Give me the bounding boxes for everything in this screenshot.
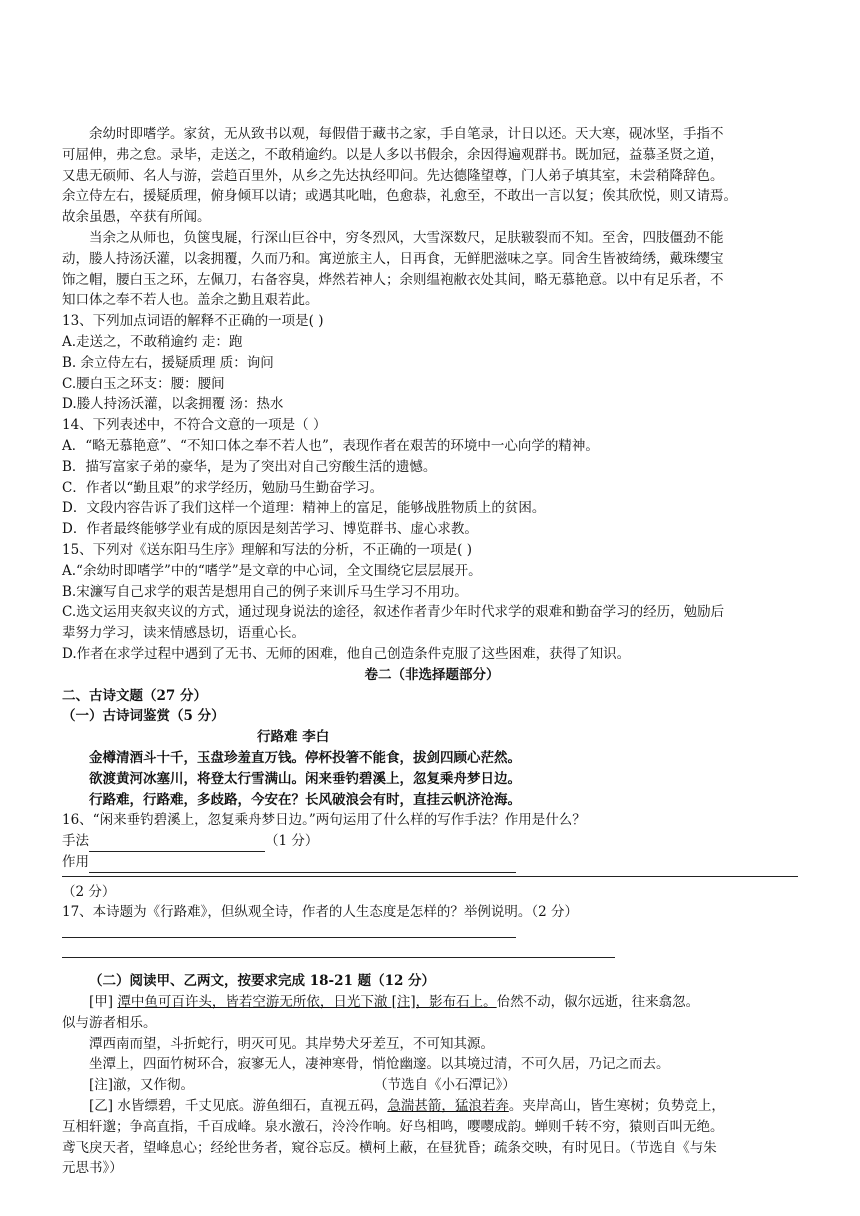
question-15-option-a: A.“余幼时即嗜学”中的“嗜学”是文章的中心词，全文围绕它层层展开。: [62, 562, 482, 579]
volume-2-heading: 卷二（非选择题部分）: [364, 666, 500, 683]
passage-line: 可屈伸，弗之怠。录毕，走送之，不敢稍逾约。以是人多以书假余，余因得遍观群书。既加冠，益慕圣贤之道，: [62, 146, 724, 163]
jia-paragraph-1-cont: 似与游者相乐。: [62, 1014, 157, 1031]
section-2-1-heading: （一）古诗词鉴赏（5 分）: [62, 708, 225, 725]
question-14-option-b: B．描写富家子弟的豪华，是为了突出对自己穷酸生活的遗憾。: [62, 458, 437, 475]
yi-text: [乙] 水皆缥碧，千丈见底。游鱼细石，直视五码，: [89, 1098, 388, 1115]
question-14-option-d2: D．作者最终能够学业有成的原因是刻苦学习、博览群书、虚心求教。: [62, 521, 478, 538]
jia-source: （节选自《小石潭记》）: [374, 1077, 516, 1094]
question-15-option-c-cont: 辈努力学习，读来情感恳切，语重心长。: [62, 625, 305, 642]
passage-line: 知口体之奉不若人也。盖余之勤且艰若此。: [62, 292, 319, 309]
question-16-stem: 16、“闲来垂钓碧溪上，忽复乘舟梦日边。”两句运用了什么样的写作手法？作用是什么？: [62, 812, 586, 829]
question-17-stem: 17、本诗题为《行路难》，但纵观全诗，作者的人生态度是怎样的？举例说明。（2 分）: [62, 904, 579, 921]
section-2-heading: 二、古诗文题（27 分）: [62, 687, 207, 704]
passage-line: 动，媵人持汤沃灌，以衾拥覆，久而乃和。寓逆旅主人，日再食，无鲜肥滋味之享。同舍生皆被绮绣，戴珠缨宝: [62, 250, 724, 267]
method-answer-field[interactable]: [89, 837, 265, 852]
effect-label: 作用: [62, 853, 89, 870]
poem-line: 行路难，行路难，多歧路，今安在？长风破浪会有时，直挂云帆济沧海。: [89, 791, 521, 808]
yi-text: 。夹岸高山，皆生寒树；负势竞上，: [508, 1098, 725, 1115]
section-2-2-heading: （二）阅读甲、乙两文，按要求完成 18-21 题（12 分）: [89, 973, 436, 990]
question-13-stem: 13、下列加点词语的解释不正确的一项是( ): [62, 313, 324, 330]
jia-paragraph-2: 潭西南而望，斗折蛇行，明灭可见。其岸势犬牙差互，不可知其源。: [89, 1035, 494, 1052]
question-15-option-d: D.作者在求学过程中遇到了无书、无师的困难，他自己创造条件克服了这些困难，获得了知识。: [62, 645, 631, 662]
question-13-option-a: A.走送之，不敢稍逾约 走：跑: [62, 333, 243, 350]
jia-label: [甲]: [89, 994, 114, 1011]
exam-page: [62, 124, 802, 1179]
question-15-option-c: C.选文运用夹叙夹议的方式，通过现身说法的途径，叙述作者青少年时代求学的艰难和勤奋学习的经历，勉励后: [62, 604, 725, 621]
effect-score: （2 分）: [62, 883, 116, 900]
passage-line: 余立侍左右，援疑质理，俯身倾耳以请；或遇其叱咄，色愈恭，礼愈至，不敢出一言以复；俟其欣悦，则又请焉。: [62, 188, 737, 205]
poem-line: 金樽清酒斗十千，玉盘珍羞直万钱。停杯投箸不能食，拔剑四顾心茫然。: [89, 749, 521, 766]
question-14-stem: 14、下列表述中，不符合文意的一项是（ ）: [62, 417, 327, 434]
poem-line: 欲渡黄河冰塞川，将登太行雪满山。闲来垂钓碧溪上，忽复乘舟梦日边。: [89, 770, 521, 787]
question-13-option-b: B. 余立侍左右，援疑质理 质：询问: [62, 354, 274, 371]
method-label: 手法: [62, 833, 89, 850]
question-15-stem: 15、下列对《送东阳马生序》理解和写法的分析，不正确的一项是( ): [62, 541, 473, 558]
passage-line: 故余虽愚，卒获有所闻。: [62, 209, 211, 226]
question-14-option-a: A．“略无慕艳意”、“不知口体之奉不若人也”，表现作者在艰苦的环境中一心向学的精神。: [62, 437, 599, 454]
yi-line-4: 元思书》）: [62, 1160, 123, 1177]
yi-line-2: 互相轩邈；争高直指，千百成峰。泉水激石，泠泠作响。好鸟相鸣，嘤嘤成韵。蝉则千转不穷，猿则百叫无绝。: [62, 1118, 724, 1135]
jia-underlined-sentence: 潭中鱼可百许头，皆若空游无所依，日光下澈 [注]，影布石上。: [117, 994, 497, 1011]
answer-line-full[interactable]: [62, 876, 798, 877]
passage-line: 余幼时即嗜学。家贫，无从致书以观，每假借于藏书之家，手自笔录，计日以还。天大寒，砚冰坚，手指不: [89, 126, 724, 142]
method-score: （1 分）: [265, 833, 319, 850]
passage-line: 当余之从师也，负箧曳屣，行深山巨谷中，穷冬烈风，大雪深数尺，足肤皲裂而不知。至舍，四肢僵劲不能: [89, 229, 724, 246]
question-16-method-row: [62, 831, 802, 852]
q17-answer-line-2[interactable]: [62, 957, 615, 958]
question-13-option-d: D.媵人持汤沃灌，以衾拥覆 汤：热水: [62, 396, 284, 413]
yi-line-1: [62, 1096, 802, 1117]
jia-note-row: [62, 1075, 802, 1096]
question-13-option-c: C.腰白玉之环支：腰：腰间: [62, 375, 225, 392]
jia-note: [注]澈，又作彻。: [89, 1077, 195, 1094]
question-14-option-d: D．文段内容告诉了我们这样一个道理：精神上的富足，能够战胜物质上的贫困。: [62, 500, 546, 517]
passage-line: 又患无硕师、名人与游，尝趋百里外，从乡之先达执经叩问。先达德隆望尊，门人弟子填其室，未尝稍降辞色。: [62, 167, 724, 184]
jia-paragraph-1: [62, 992, 802, 1013]
poem-title: 行路难 李白: [257, 729, 330, 746]
passage-line: 饰之帽，腰白玉之环，左佩刀，右备容臭，烨然若神人；余则缊袍敝衣处其间，略无慕艳意。以中有足乐者，不: [62, 271, 724, 288]
q17-answer-line-1[interactable]: [62, 937, 516, 938]
effect-answer-field[interactable]: [89, 858, 516, 873]
yi-underlined-phrase: 急湍甚箭，猛浪若奔: [387, 1098, 509, 1115]
question-16-effect-row: [62, 852, 802, 873]
jia-text: 佁然不动，俶尔远逝，往来翕忽。: [496, 994, 700, 1011]
yi-line-3: 鸢飞戾天者，望峰息心；经纶世务者，窥谷忘反。横柯上蔽，在昼犹昏；疏条交映，有时见日。（节选自《与朱: [62, 1139, 717, 1156]
question-14-option-c: C．作者以“勤且艰”的求学经历，勉励马生勤奋学习。: [62, 479, 384, 496]
jia-paragraph-3: 坐潭上，四面竹树环合，寂寥无人，凄神寒骨，悄怆幽邃。以其境过清，不可久居，乃记之而去。: [89, 1056, 670, 1073]
question-15-option-b: B.宋濂写自己求学的艰苦是想用自己的例子来训斥马生学习不用功。: [62, 583, 468, 600]
